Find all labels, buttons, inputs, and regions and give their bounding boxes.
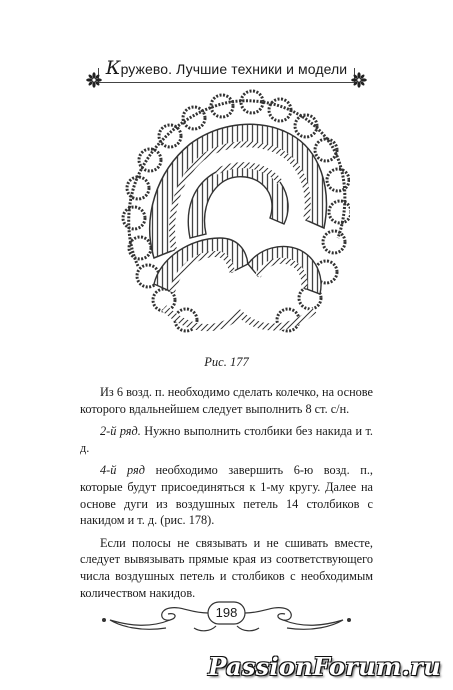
paragraph-1: Из 6 возд. п. необходимо сделать колечко, на основе которого вдальнейшем следует выполнить 8 ст. с/н. <box>80 385 373 416</box>
row-label-4: 4-й ряд <box>100 463 145 478</box>
running-header <box>80 57 373 79</box>
figure-caption: Рис. 177 <box>204 355 249 369</box>
paragraph-2 <box>80 423 373 456</box>
right-arm-braid <box>258 261 304 288</box>
site-watermark: PassionForum.ru <box>208 652 441 681</box>
book-title-rest: ружево. Лучшие техники и модели <box>120 61 348 77</box>
paragraph-3 <box>80 462 373 528</box>
page-footer <box>90 598 363 638</box>
book-title-initial: К <box>105 57 121 79</box>
row-label-2: 2-й ряд. <box>100 424 141 439</box>
paragraph-3-text: необходимо завершить 6-ю возд. п., которые будут присоединяться к 1-му кругу. Далее на основе дуги из воздушных петель 14 столбиков с накидом и т. д. (рис. 178). <box>80 463 373 528</box>
body-text <box>80 384 373 607</box>
book-title <box>105 57 348 79</box>
page-number: 198 <box>215 605 238 620</box>
flower-ornament-icon <box>86 72 102 88</box>
paragraph-4: Если полосы не связывать и не сшивать вместе, следует вывязывать прямые края из соответствующего числа воздушных петель и столбиков с необходимым количеством накидов. <box>80 535 373 600</box>
crochet-lace-illustration <box>120 88 350 340</box>
flower-ornament-icon <box>351 72 367 88</box>
header-rule <box>98 82 355 83</box>
bottom-braid <box>164 308 314 328</box>
paragraph-2-text: Нужно выполнить столбики без накида и т. д. <box>80 424 373 455</box>
